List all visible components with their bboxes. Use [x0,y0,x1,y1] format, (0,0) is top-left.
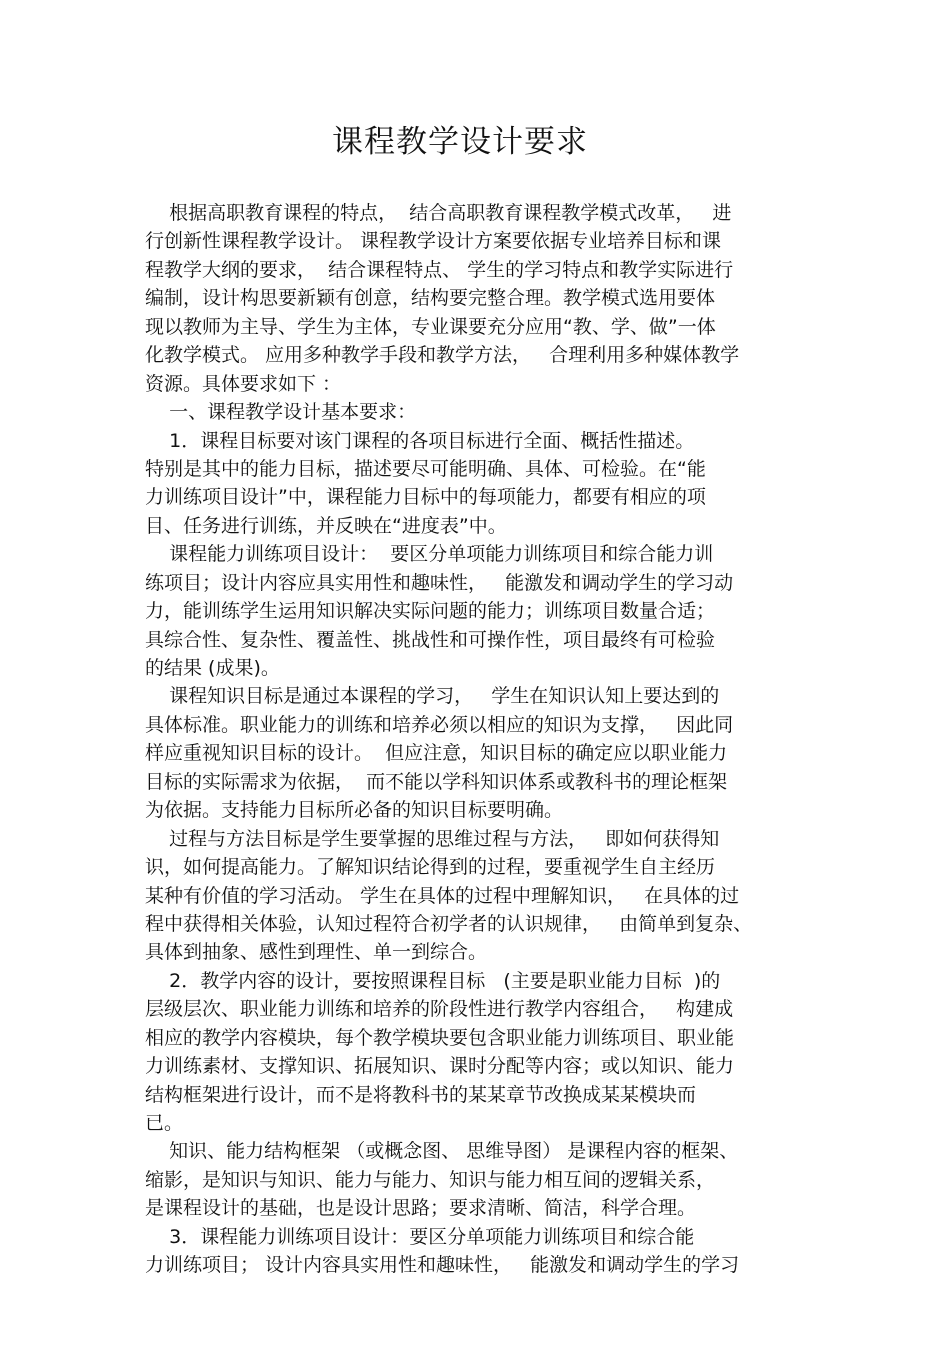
text-line: 根据高职教育课程的特点， 结合高职教育课程教学模式改革， 进 [145,202,732,224]
text-line: 程中获得相关体验，认知过程符合初学者的认识规律， 由简单到复杂、 [145,912,753,935]
text-line: 资源。具体要求如下 ： [145,372,342,395]
text-line: 样应重视知识目标的设计。 但应注意，知识目标的确定应以职业能力 [145,742,728,765]
text-line: 层级层次、职业能力训练和培养的阶段性进行教学内容组合， 构建成 [145,998,734,1021]
text-line: 的结果 (成果)。 [145,657,280,679]
text-line: 力训练素材、支撑知识、拓展知识、课时分配等内容；或以知识、能力 [145,1055,735,1078]
document-title: 课程教学设计要求 [332,124,588,160]
text-line: 具综合性、复杂性、覆盖性、挑战性和可操作性，项目最终有可检验 [145,628,716,651]
text-line: 课程能力训练项目设计： 要区分单项能力训练项目和综合能力训 [145,543,714,566]
text-line: 现以教师为主导、学生为主体，专业课要充分应用“教、学、做”一体 [145,315,716,338]
text-line: 具体标准。职业能力的训练和培养必须以相应的知识为支撑， 因此同 [145,713,734,736]
text-line: 化教学模式。 应用多种教学手段和教学方法， 合理利用多种媒体教学 [145,344,740,367]
text-line: 为依据。支持能力目标所必备的知识目标要明确。 [145,799,564,822]
text-line: 结构框架进行设计，而不是将教科书的某某章节改换成某某模块而 [145,1083,697,1106]
text-line: 识，如何提高能力。了解知识结论得到的过程，要重视学生自主经历 [145,856,716,879]
text-line: 练项目；设计内容应具实用性和趣味性， 能激发和调动学生的学习动 [145,571,734,594]
text-line: 力训练项目； 设计内容具实用性和趣味性， 能激发和调动学生的学习 [145,1254,740,1277]
text-line: 行创新性课程教学设计。 课程教学设计方案要依据专业培养目标和课 [145,230,722,253]
section-heading: 一、课程教学设计基本要求： [145,401,417,424]
text-line: 3．课程能力训练项目设计：要区分单项能力训练项目和综合能 [145,1225,695,1248]
text-line: 程教学大纲的要求， 结合课程特点、 学生的学习特点和教学实际进行 [145,258,734,281]
text-line: 目、任务进行训练，并反映在“进度表”中。 [145,514,507,537]
text-line: 力训练项目设计”中，课程能力目标中的每项能力，都要有相应的项 [145,486,706,509]
text-line: 课程知识目标是通过本课程的学习， 学生在知识认知上要达到的 [145,685,720,708]
text-line: 相应的教学内容模块，每个教学模块要包含职业能力训练项目、职业能 [145,1026,735,1049]
text-line: 过程与方法目标是学生要掌握的思维过程与方法， 即如何获得知 [145,827,720,850]
text-line: 1．课程目标要对该门课程的各项目标进行全面、概括性描述。 [145,429,695,452]
text-line: 2．教学内容的设计，要按照课程目标 (主要是职业能力目标 )的 [145,969,721,992]
text-line: 是课程设计的基础，也是设计思路；要求清晰、简洁，科学合理。 [145,1197,697,1220]
text-line: 特别是其中的能力目标，描述要尽可能明确、具体、可检验。在“能 [145,457,706,480]
text-line: 力，能训练学生运用知识解决实际问题的能力；训练项目数量合适； [145,600,716,623]
text-line: 目标的实际需求为依据， 而不能以学科知识体系或教科书的理论框架 [145,770,728,793]
text-line: 某种有价值的学习活动。 学生在具体的过程中理解知识， 在具体的过 [145,884,740,907]
text-line: 具体到抽象、感性到理性、单一到综合。 [145,941,488,964]
text-line: 已。 [145,1112,184,1134]
text-line: 编制，设计构思要新颖有创意，结构要完整合理。教学模式选用要体 [145,287,716,310]
text-line: 缩影，是知识与知识、能力与能力、知识与能力相互间的逻辑关系， [145,1168,716,1191]
text-line: 知识、能力结构框架 （或概念图、 思维导图） 是课程内容的框架、 [145,1140,739,1163]
document-body [145,199,815,1280]
